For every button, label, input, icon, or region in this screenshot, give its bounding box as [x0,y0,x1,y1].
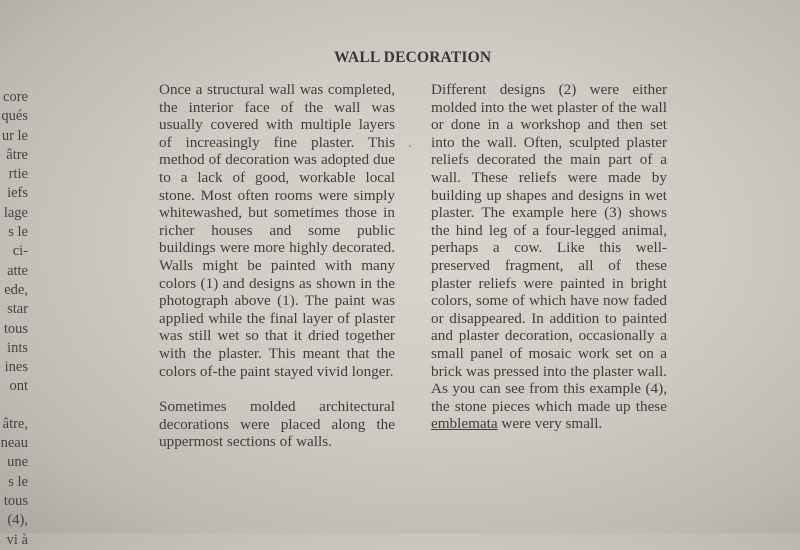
edge-text-line: âtre [6,146,28,163]
edge-text-line: tous [3,492,28,509]
edge-text-line: tous [3,320,28,337]
page-title: WALL DECORATION [334,49,492,66]
edge-text-line: ede, [4,281,28,298]
text-column-left [159,81,395,451]
edge-text-line: une [7,454,28,471]
edge-text-line: s le [8,224,28,241]
text-column-right [431,81,667,433]
edge-text-line: atte [7,262,28,279]
paragraph: Once a structural wall was completed, the interior face of the wall was usually covered with multiple layers of increasingly fine plaster. This method of decoration was adopted due to a lack of good, workable local stone. Most often rooms were simply whitewashed, but sometimes those in richer houses and some public buildings were more highly decorated. Walls might be painted with many colors (1) and designs as shown in the photograph above (1). The paint was applied while the final layer of plaster was still wet so that it dried together with the plaster. This meant that the colors of-the paint stayed vivid longer. [159,81,395,380]
edge-text-line: neau [0,435,28,452]
edge-text-line: ont [9,378,28,395]
edge-text-line: ines [4,359,28,376]
stray-mark: , [409,138,412,149]
edge-text-line: core [3,89,28,105]
edge-text-line: star [7,301,28,318]
edge-text-line: vi à [6,531,28,548]
edge-text-line: ci- [12,243,28,260]
edge-text-line: rtie [8,166,28,183]
edge-text-line: iefs [7,185,28,202]
edge-text-line: ints [7,339,28,356]
paragraph-text: Different designs (2) were either molded into the wet plaster of the wall or done in a workshop and then set into the wall. Often, sculpted plaster reliefs decorated the main part of a wall. These reliefs were made by building up shapes and designs in wet plaster. The example here (3) shows the hind leg of a four-legged animal, perhaps a cow. Like this well-preserved fragment, all of these plaster reliefs were painted in bright colors, some of which have now faded or disappeared. In addition to painted and plaster decoration, occasionally a small panel of mosaic work set on a brick was pressed into the plaster wall. As you can see from this example (4), the stone pieces which made up these [431,81,667,415]
edge-text-line: (4), [7,512,28,529]
paragraph: Sometimes molded architectural decorations were placed along the uppermost sections of walls. [159,398,395,451]
emblemata-term: emblemata [431,415,498,433]
edge-text-line: ur le [1,127,28,144]
paragraph [431,81,667,433]
adjacent-panel-text [0,88,28,550]
edge-text-line: âtre, [2,415,28,432]
edge-text-line: s le [8,473,28,490]
paragraph-text-end: were very small. [497,415,603,433]
edge-text-line: lage [3,204,28,221]
edge-text-line: qués [1,108,28,125]
